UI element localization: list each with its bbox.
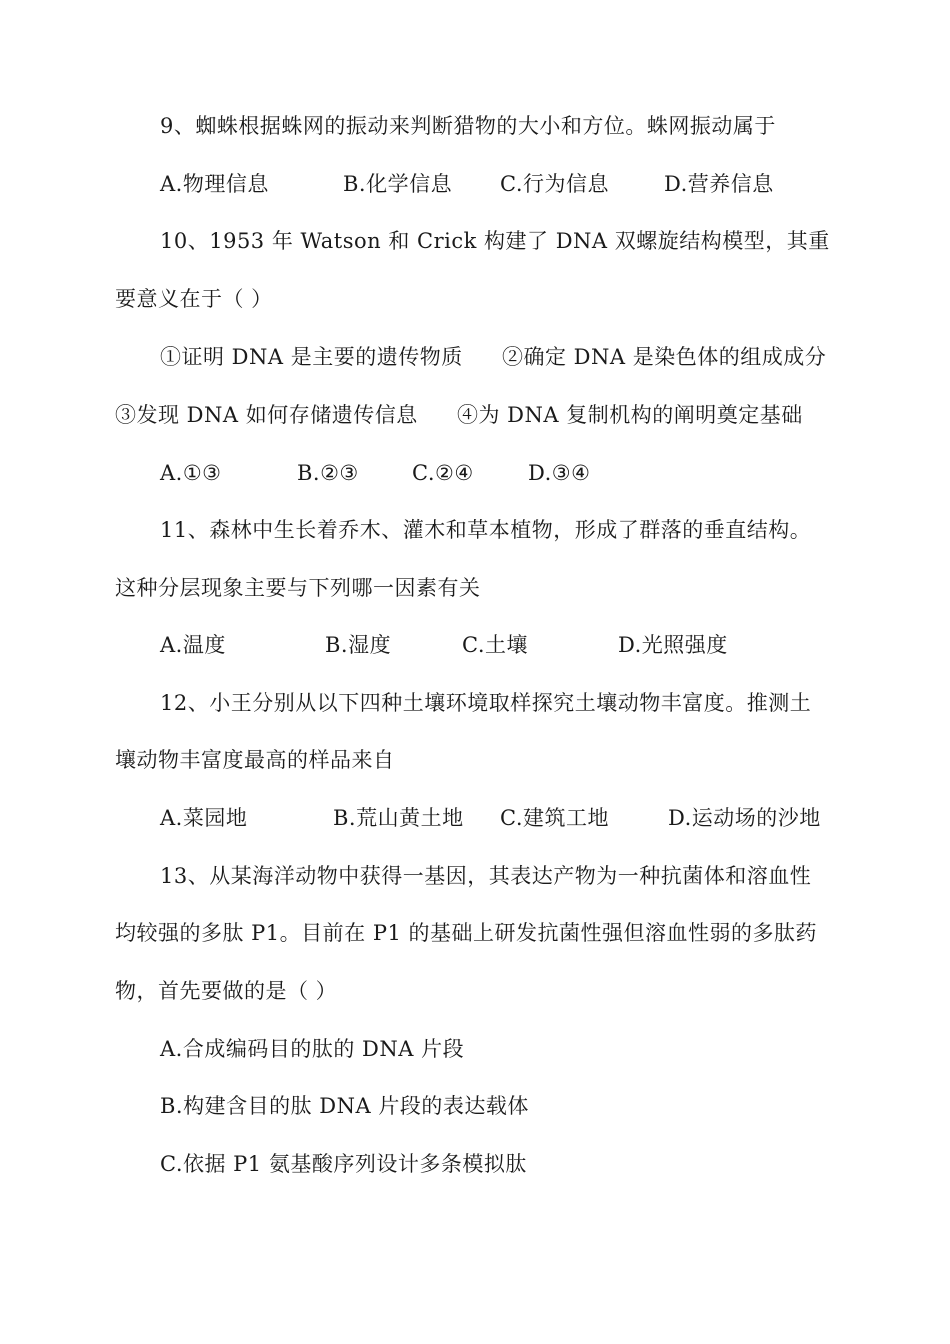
q13-stem-line-3: 物，首先要做的是（ ）: [115, 979, 338, 1003]
q12-stem-line-1: 12、小王分别从以下四种土壤环境取样探究土壤动物丰富度。推测土: [160, 691, 812, 715]
q9-option-c: C.行为信息: [500, 172, 609, 196]
q13-option-c: C.依据 P1 氨基酸序列设计多条模拟肽: [160, 1152, 527, 1176]
q13-option-b: B.构建含目的肽 DNA 片段的表达载体: [160, 1094, 529, 1118]
q11-option-b: B.湿度: [325, 633, 392, 657]
q10-option-c: C.②④: [412, 461, 474, 485]
q10-stem-line-1: 10、1953 年 Watson 和 Crick 构建了 DNA 双螺旋结构模型，其重: [160, 229, 830, 253]
q12-stem-line-2: 壤动物丰富度最高的样品来自: [115, 748, 395, 772]
q10-statement-4: ④为 DNA 复制机构的阐明奠定基础: [457, 403, 803, 427]
q9-option-a: A.物理信息: [160, 172, 269, 196]
q11-option-a: A.温度: [160, 633, 226, 657]
q10-statement-2: ②确定 DNA 是染色体的组成成分: [502, 345, 827, 369]
q13-option-a: A.合成编码目的肽的 DNA 片段: [160, 1037, 465, 1061]
q13-stem-line-1: 13、从某海洋动物中获得一基因，其表达产物为一种抗菌体和溶血性: [160, 864, 812, 888]
q9-stem: 9、蜘蛛根据蛛网的振动来判断猎物的大小和方位。蛛网振动属于: [160, 114, 776, 138]
q12-option-c: C.建筑工地: [500, 806, 609, 830]
q10-stem-line-2: 要意义在于（ ）: [115, 287, 273, 311]
q9-option-d: D.营养信息: [664, 172, 774, 196]
q13-stem-line-2: 均较强的多肽 P1。目前在 P1 的基础上研发抗菌性强但溶血性弱的多肽药: [115, 921, 818, 945]
q10-statement-3: ③发现 DNA 如何存储遗传信息: [115, 403, 418, 427]
q10-option-a: A.①③: [160, 461, 222, 485]
q12-option-a: A.菜园地: [160, 806, 248, 830]
q12-option-d: D.运动场的沙地: [668, 806, 821, 830]
q11-option-c: C.土壤: [462, 633, 528, 657]
q11-stem-line-2: 这种分层现象主要与下列哪一因素有关: [115, 576, 481, 600]
q9-option-b: B.化学信息: [343, 172, 453, 196]
q11-option-d: D.光照强度: [618, 633, 728, 657]
q12-option-b: B.荒山黄土地: [333, 806, 464, 830]
q10-option-d: D.③④: [528, 461, 591, 485]
q10-statement-1: ①证明 DNA 是主要的遗传物质: [160, 345, 463, 369]
q10-option-b: B.②③: [297, 461, 359, 485]
q11-stem-line-1: 11、森林中生长着乔木、灌木和草本植物，形成了群落的垂直结构。: [160, 518, 812, 542]
